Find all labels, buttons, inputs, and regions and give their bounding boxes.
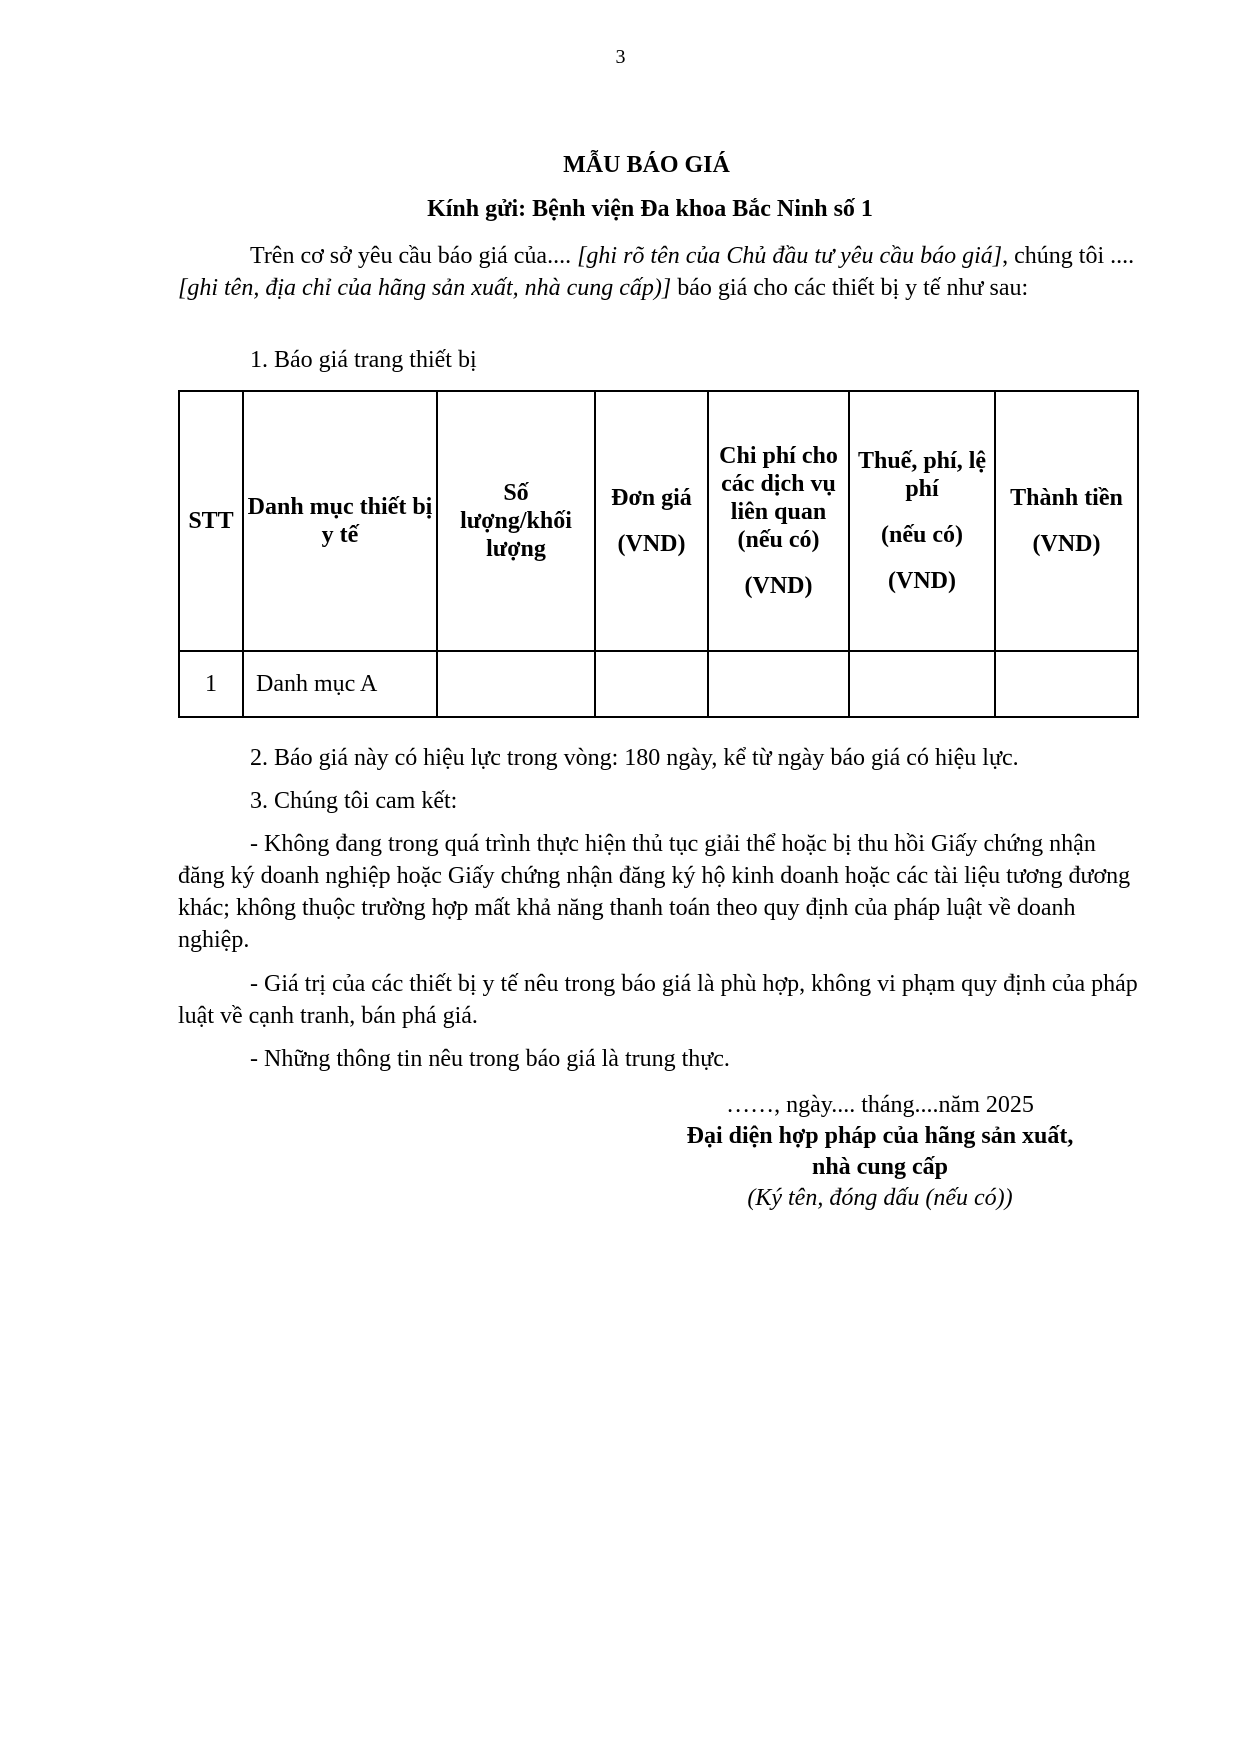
- cell-quantity: [437, 651, 595, 717]
- header-quantity-line1: Số: [503, 480, 529, 506]
- header-total-label: Thành tiền: [1010, 485, 1123, 511]
- cell-total: [995, 651, 1138, 717]
- recipient-line: Kính gửi: Bệnh viện Đa khoa Bắc Ninh số 1: [427, 196, 873, 222]
- header-tax-label: Thuế, phí, lệ phí: [857, 448, 987, 502]
- header-stt: STT: [179, 391, 243, 651]
- header-related-services: [708, 391, 849, 651]
- cell-related-services: [708, 651, 849, 717]
- signature-role-line2: nhà cung cấp: [811, 1154, 949, 1180]
- document-title: MẪU BÁO GIÁ: [563, 152, 730, 178]
- page-number: 3: [615, 46, 626, 68]
- header-services-unit: (VND): [744, 573, 813, 599]
- intro-placeholder-supplier: [ghi tên, địa chỉ của hãng sản xuất, nhà cung cấp)]: [178, 275, 672, 301]
- header-services-label: Chi phí cho các dịch vụ liên quan (nếu có): [719, 443, 838, 553]
- intro-placeholder-investor: [ghi rõ tên của Chủ đầu tư yêu cầu báo giá]: [577, 243, 1003, 269]
- header-tax-condition: (nếu có): [881, 522, 963, 548]
- table-header-row: [179, 391, 1138, 651]
- header-unit-price: [595, 391, 708, 651]
- signature-block: [640, 1090, 1120, 1214]
- signature-role-line1: Đại diện hợp pháp của hãng sản xuất,: [686, 1123, 1074, 1149]
- cell-stt: 1: [179, 651, 243, 717]
- cell-unit-price: [595, 651, 708, 717]
- cell-taxes-fees: [849, 651, 995, 717]
- header-taxes-fees: [849, 391, 995, 651]
- intro-paragraph: [178, 240, 1138, 304]
- commitment-1: - Không đang trong quá trình thực hiện thủ tục giải thể hoặc bị thu hồi Giấy chứng nhận đăng ký doanh nghiệp hoặc Giấy chứng nhận đăng ký hộ kinh doanh hoặc các tài liệu tương đương khác; không thuộc trường hợp mất khả năng thanh toán theo quy định của pháp luật về doanh nghiệp.: [178, 831, 1131, 953]
- header-quantity: [437, 391, 595, 651]
- signature-date: ……, ngày.... tháng....năm 2025: [726, 1092, 1034, 1118]
- header-total-unit: (VND): [1032, 531, 1101, 557]
- table-row: [179, 651, 1138, 717]
- intro-text: Trên cơ sở yêu cầu báo giá của....: [250, 243, 578, 269]
- header-unit-price-label: Đơn giá: [611, 485, 692, 511]
- intro-text: , chúng tôi ....: [1002, 243, 1135, 269]
- header-item: Danh mục thiết bị y tế: [243, 391, 437, 651]
- header-unit-price-unit: (VND): [617, 531, 686, 557]
- commitment-3: - Những thông tin nêu trong báo giá là trung thực.: [250, 1046, 730, 1072]
- header-total: [995, 391, 1138, 651]
- header-quantity-line2: lượng/khối lượng: [460, 508, 572, 562]
- header-tax-unit: (VND): [888, 568, 956, 594]
- cell-item: Danh mục A: [243, 651, 437, 717]
- commitment-2: - Giá trị của các thiết bị y tế nêu trong báo giá là phù hợp, không vi phạm quy định của pháp luật về cạnh tranh, bán phá giá.: [178, 971, 1138, 1029]
- signature-note: (Ký tên, đóng dấu (nếu có)): [747, 1185, 1013, 1211]
- section-3-label: 3. Chúng tôi cam kết:: [250, 788, 458, 814]
- quote-table: [178, 390, 1139, 718]
- section-2-validity: 2. Báo giá này có hiệu lực trong vòng: 180 ngày, kể từ ngày báo giá có hiệu lực.: [250, 745, 1019, 771]
- section-1-label: 1. Báo giá trang thiết bị: [250, 347, 477, 373]
- intro-text: báo giá cho các thiết bị y tế như sau:: [671, 275, 1029, 301]
